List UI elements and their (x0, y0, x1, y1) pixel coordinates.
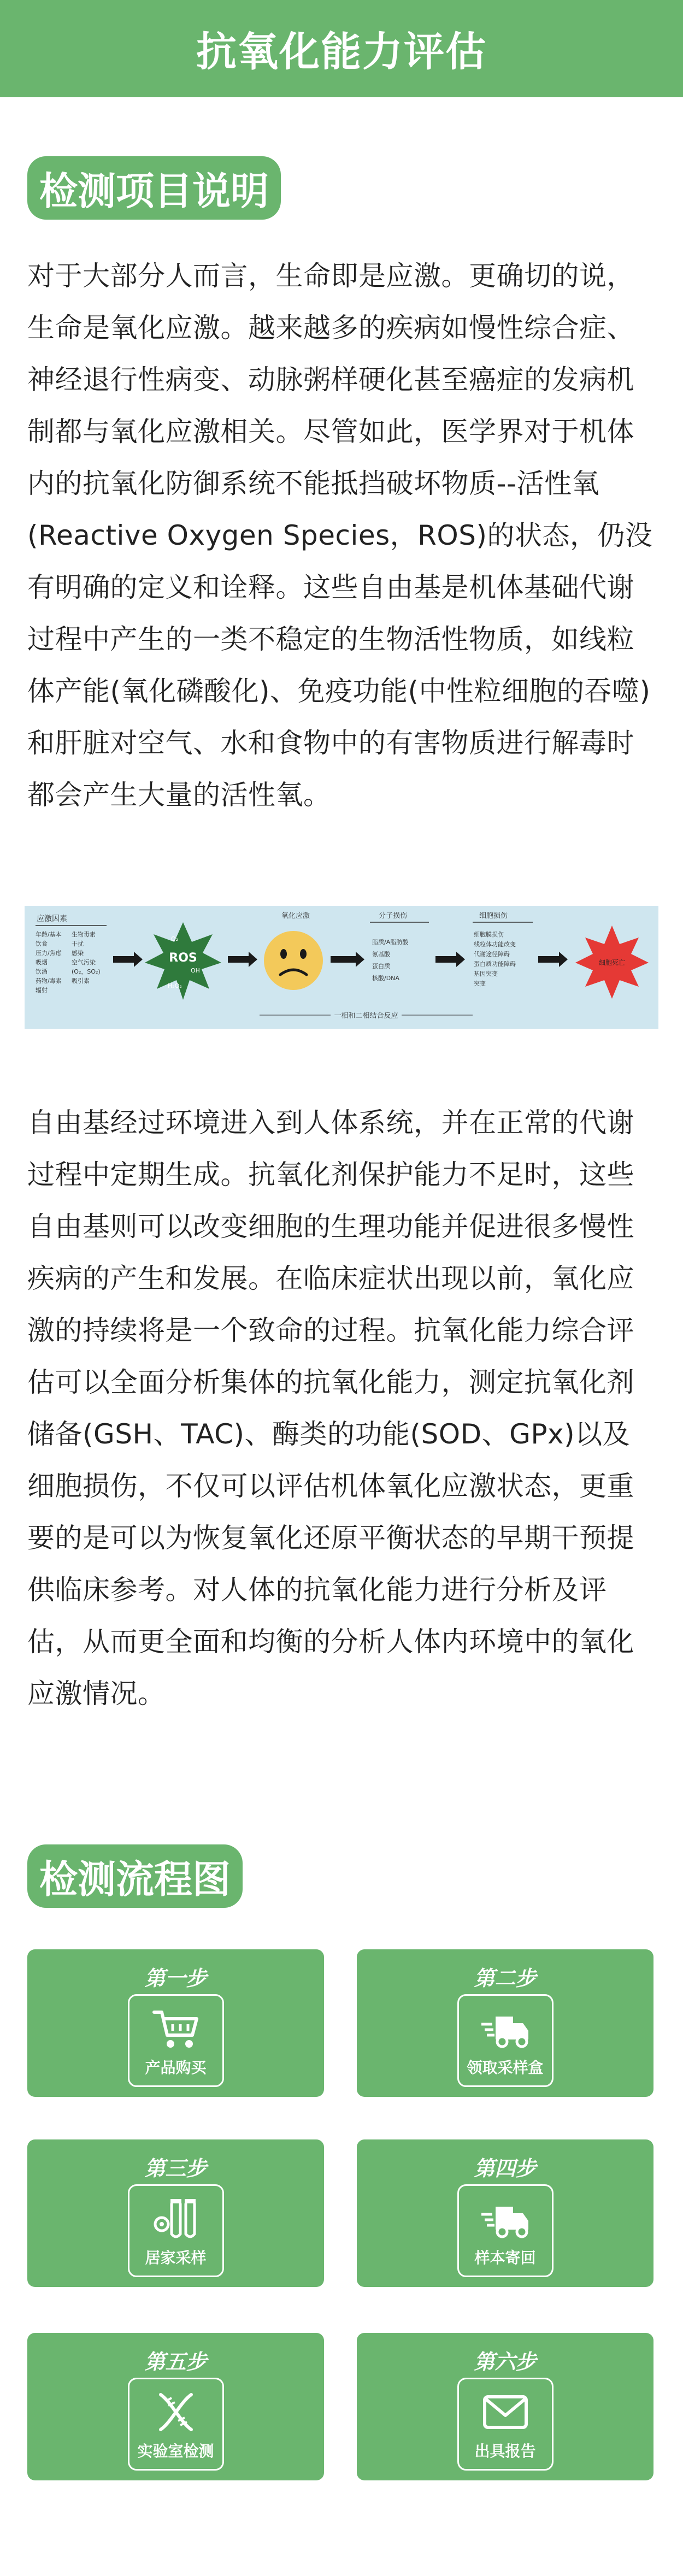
step-title: 第五步 (144, 2350, 207, 2374)
arrow-icon (113, 952, 143, 967)
cell-damage-item: 突变 (474, 980, 486, 987)
diagram-footer: 一相和二相结合反应 (334, 1012, 398, 1020)
cell-damage-item: 基因突变 (474, 970, 498, 977)
step-icon-box (457, 2378, 554, 2471)
test-tube-icon (150, 2196, 202, 2242)
ros-oh-label: OH (191, 967, 200, 974)
stress-factor-item: 饮食 (36, 940, 48, 947)
step-icon-box (128, 2184, 224, 2277)
page-title: 抗氧化能力评估 (196, 28, 487, 75)
step-card-5[interactable] (27, 2333, 324, 2480)
step-label: 产品购买 (145, 2059, 207, 2077)
dna-icon (150, 2389, 202, 2435)
step-card-6[interactable] (357, 2333, 653, 2480)
section-heading-description: 检测项目说明 (27, 156, 281, 220)
step-label: 居家采样 (145, 2249, 207, 2267)
stress-factor-item: 干扰 (72, 940, 84, 947)
diagram-col4-title: 分子损伤 (379, 912, 408, 920)
stress-factor-item: 空气污染 (72, 959, 96, 966)
diagram-col1-title: 应激因素 (37, 915, 67, 923)
step-title: 第六步 (474, 2350, 537, 2374)
cell-damage-item: 代谢途径障碍 (474, 951, 510, 958)
step-label: 领取采样盒 (467, 2059, 544, 2077)
diagram-col5-title: 细胞损伤 (479, 912, 508, 920)
step-icon-box (457, 1994, 554, 2087)
ros-o2-label: O₂ (171, 935, 179, 942)
arrow-icon (435, 952, 465, 967)
arrow-icon (538, 952, 568, 967)
delivery-truck-icon (479, 2196, 532, 2242)
section-heading-process: 检测流程图 (27, 1844, 243, 1908)
step-title: 第四步 (474, 2156, 537, 2180)
cell-death-label: 细胞死亡 (598, 959, 626, 966)
molecular-damage-item: 氨基酸 (372, 951, 390, 958)
ros-label: ROS (169, 951, 197, 965)
molecular-damage-item: 核酸/DNA (372, 975, 399, 982)
step-label: 样本寄回 (474, 2249, 536, 2267)
stress-factor-item: 吸烟 (36, 959, 48, 966)
ros-star-icon (145, 922, 221, 1000)
step-icon-box (128, 2378, 224, 2471)
stress-factor-item: 压力/焦虑 (36, 950, 62, 957)
step-card-2[interactable] (357, 1949, 653, 2097)
sad-face-icon (264, 931, 323, 990)
cell-damage-item: 蛋白质功能障碍 (474, 960, 516, 968)
step-label: 实验室检测 (137, 2442, 214, 2460)
step-icon-box (457, 2184, 554, 2277)
step-title: 第二步 (474, 1966, 537, 1990)
arrow-icon (331, 952, 364, 967)
molecular-damage-item: 脂质/A脂肪酸 (372, 939, 409, 946)
page-header (0, 0, 683, 97)
cell-death-star-icon (575, 926, 649, 999)
step-icon-box (128, 1994, 224, 2087)
cell-damage-item: 线粒体功能改变 (474, 941, 516, 948)
stress-factor-item: (O₂，SO₂) (72, 968, 101, 975)
stress-factor-item: 药物/毒素 (36, 977, 62, 985)
step-card-1[interactable] (27, 1949, 324, 2097)
step-label: 出具报告 (474, 2442, 536, 2460)
step-title: 第三步 (144, 2156, 207, 2180)
stress-factor-item: 生物毒素 (72, 931, 96, 938)
stress-factor-item: 年龄/基本 (36, 931, 62, 938)
diagram-col3-title: 氧化应激 (281, 912, 310, 920)
step-title: 第一步 (144, 1966, 207, 1990)
molecular-damage-item: 蛋白质 (372, 963, 390, 970)
stress-factor-item: 辐射 (36, 987, 48, 994)
cell-damage-item: 细胞膜损伤 (474, 931, 504, 938)
delivery-truck-icon (479, 2006, 532, 2052)
stress-factor-item: 感染 (72, 950, 84, 957)
step-card-3[interactable] (27, 2139, 324, 2287)
shopping-cart-icon (150, 2006, 202, 2052)
ros-h2o2-label: H₂O₂ (168, 982, 182, 989)
intro-paragraph: 对于大部分人而言，生命即是应激。更确切的说，生命是氧化应激。越来越多的疾病如慢性综合症、神经退行性病变、动脉粥样硬化甚至癌症的发病机制都与氧化应激相关。尽管如此，医学界对于机体内的抗氧化防御系统不能抵挡破坏物质--活性氧(Reactive Oxygen Species，ROS)的状态，仍没有明确的定义和诠释。这些自由基是机体基础代谢过程中产生的一类不稳定的生物活性物质，如线粒体产能(氧化磷酸化)、免疫功能(中性粒细胞的吞噬)和肝脏对空气、水和食物中的有害物质进行解毒时都会产生大量的活性氧。 (27, 260, 653, 811)
stress-factor-item: 饮酒 (36, 968, 48, 975)
arrow-icon (228, 952, 257, 967)
oxidative-stress-diagram (25, 906, 658, 1029)
stress-factor-item: 吸引素 (72, 977, 90, 985)
body-paragraph: 自由基经过环境进入到人体系统，并在正常的代谢过程中定期生成。抗氧化剂保护能力不足时，这些自由基则可以改变细胞的生理功能并促进很多慢性疾病的产生和发展。在临床症状出现以前，氧化应激的持续将是一个致命的过程。抗氧化能力综合评估可以全面分析集体的抗氧化能力，测定抗氧化剂储备(GSH、TAC)、酶类的功能(SOD、GPx)以及细胞损伤，不仅可以评估机体氧化应激状态，更重要的是可以为恢复氧化还原平衡状态的早期干预提供临床参考。对人体的抗氧化能力进行分析及评估，从而更全面和均衡的分析人体内环境中的氧化应激情况。 (27, 1107, 634, 1710)
step-card-4[interactable] (357, 2139, 653, 2287)
envelope-icon (479, 2389, 532, 2435)
